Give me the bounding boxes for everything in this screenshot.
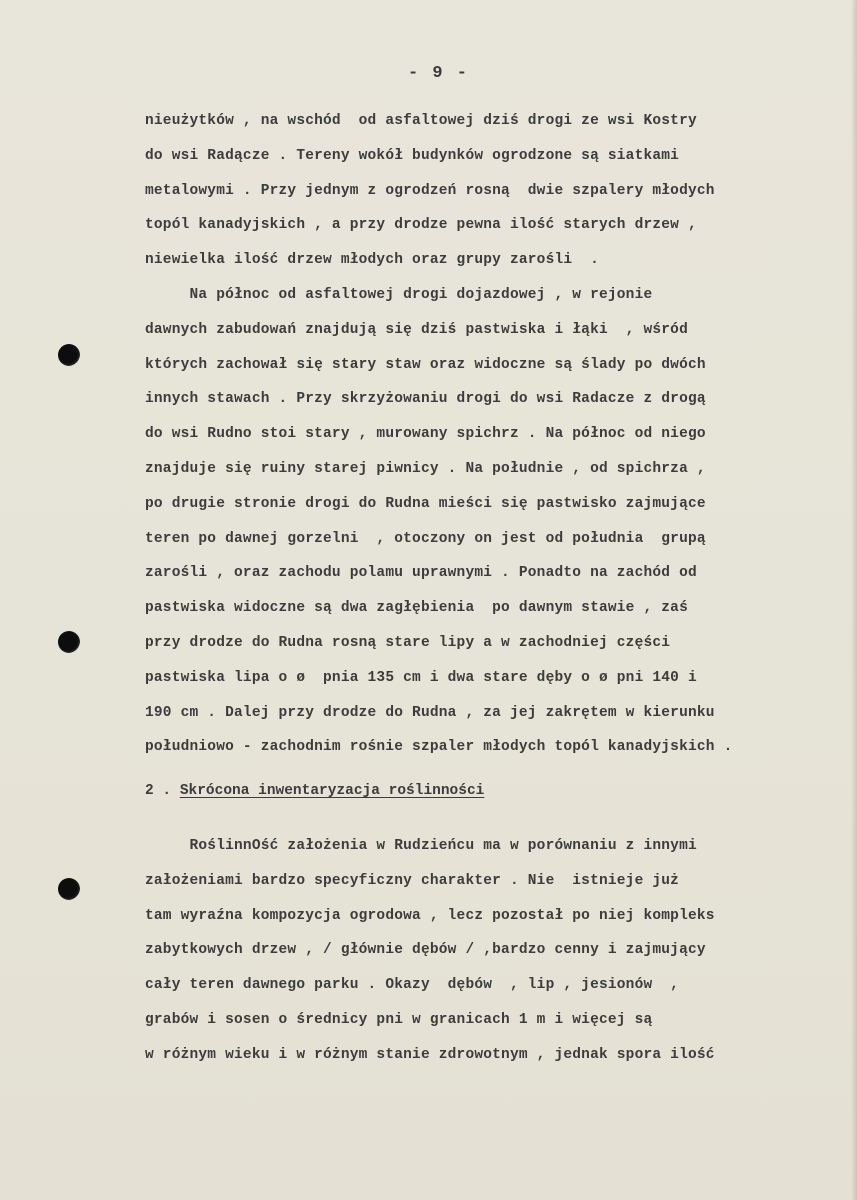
text-line: zarośli , oraz zachodu polamu uprawnymi . Ponadto na zachód od <box>145 565 697 582</box>
text-line: pastwiska lipa o ø pnia 135 cm i dwa stare dęby o ø pni 140 i <box>145 669 697 686</box>
text-line: cały teren dawnego parku . Okazy dębów , lip , jesionów , <box>145 977 680 994</box>
text-line: przy drodze do Rudna rosną stare lipy a w zachodniej części <box>145 634 671 651</box>
section-title: Skrócona inwentaryzacja roślinności <box>179 783 485 799</box>
section-number: 2 . <box>145 783 180 799</box>
text-line: RoślinnOść założenia w Rudzieńcu ma w porównaniu z innymi <box>145 838 697 854</box>
text-line: grabów i sosen o średnicy pni w granicach 1 m i więcej są <box>145 1011 653 1028</box>
punch-hole <box>58 631 80 653</box>
text-line: do wsi Rudno stoi stary , murowany spichrz . Na północ od niego <box>145 426 706 443</box>
paragraph-3 <box>145 829 835 1073</box>
text-line: w różnym wieku i w różnym stanie zdrowotnym , jednak spora ilość <box>145 1046 715 1063</box>
text-line: Na północ od asfaltowej drogi dojazdowej , w rejonie <box>145 287 653 303</box>
punch-hole <box>58 344 80 366</box>
text-line: topól kanadyjskich , a przy drodze pewna ilość starych drzew , <box>145 217 697 234</box>
text-line: dawnych zabudowań znajdują się dziś pastwiska i łąki , wśród <box>145 321 688 338</box>
text-line: niewielka ilość drzew młodych oraz grupy zarośli . <box>145 252 599 269</box>
text-line: zabytkowych drzew , / głównie dębów / ,bardzo cenny i zajmujący <box>145 942 706 959</box>
text-line: do wsi Radącze . Tereny wokół budynków ogrodzone są siatkami <box>145 147 680 164</box>
text-line: założeniami bardzo specyficzny charakter . Nie istnieje już <box>145 872 680 889</box>
text-line: których zachował się stary staw oraz widoczne są ślady po dwóch <box>145 356 706 373</box>
text-line: pastwiska widoczne są dwa zagłębienia po dawnym stawie , zaś <box>145 600 688 617</box>
page-number: - 9 - <box>407 64 469 83</box>
text-line: południowo - zachodnim rośnie szpaler młodych topól kanadyjskich . <box>145 739 733 756</box>
paragraph-2 <box>145 278 835 765</box>
text-line: tam wyraźna kompozycja ogrodowa , lecz pozostał po niej kompleks <box>145 907 715 924</box>
text-line: po drugie stronie drogi do Rudna mieści się pastwisko zajmujące <box>145 495 706 512</box>
text-line: nieużytków , na wschód od asfaltowej dziś drogi ze wsi Kostry <box>145 113 697 129</box>
text-line: innych stawach . Przy skrzyżowaniu drogi do wsi Radacze z drogą <box>145 391 706 408</box>
text-line: znajduje się ruiny starej piwnicy . Na południe , od spichrza , <box>145 460 706 477</box>
section-heading <box>145 783 484 799</box>
text-line: 190 cm . Dalej przy drodze do Rudna , za jej zakrętem w kierunku <box>145 704 715 721</box>
paragraph-1 <box>145 104 835 278</box>
paper-edge <box>851 0 857 1200</box>
text-line: metalowymi . Przy jednym z ogrodzeń rosną dwie szpalery młodych <box>145 182 715 199</box>
punch-hole <box>58 878 80 900</box>
text-line: teren po dawnej gorzelni , otoczony on jest od południa grupą <box>145 530 706 547</box>
